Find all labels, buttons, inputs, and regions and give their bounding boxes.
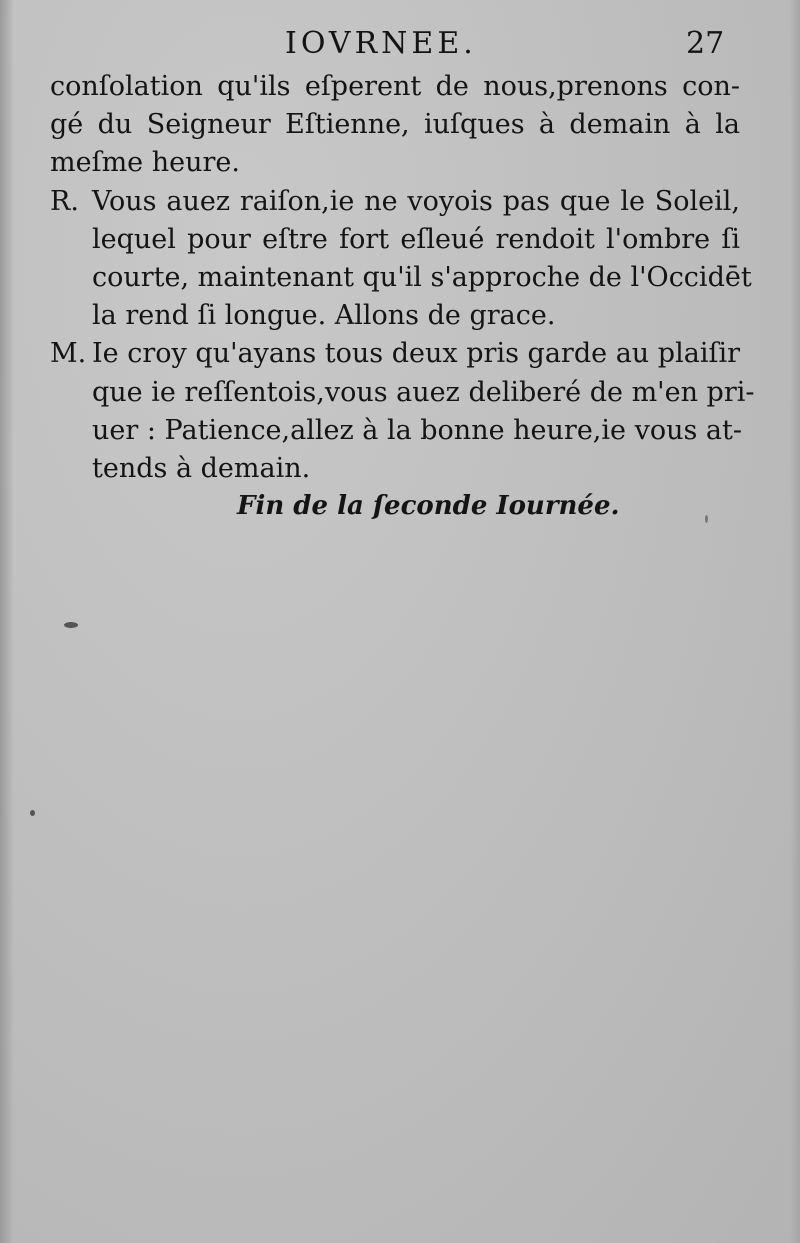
speaker-label: R. [50, 185, 79, 217]
dialogue-line-first [50, 183, 740, 221]
page-edge-shadow-left [0, 0, 14, 1243]
paper-speck [64, 622, 78, 628]
text-line: lequel pour eſtre fort eſleué rendoit l'ombre ſi [92, 223, 740, 255]
speaker-label: M. [50, 338, 87, 370]
page-edge-shadow-right [790, 0, 800, 1243]
running-title: IOVRNEE. [285, 26, 477, 61]
colophon: Fin de la ſeconde Iournée. [237, 491, 620, 521]
text-line: gé du Seigneur Eſtienne, iuſques à demain à la [50, 109, 740, 141]
paper-speck [705, 515, 708, 523]
text-line: uer : Patience,allez à la bonne heure,ie vous at- [92, 414, 742, 446]
text-line: courte, maintenant qu'il s'approche de l'Occidēt [92, 261, 752, 293]
text-line: que ie reſſentois,vous auez deliberé de m'en pri- [92, 376, 755, 408]
text-line: meſme heure. [50, 147, 240, 179]
text-line: la rend ſi longue. Allons de grace. [92, 300, 556, 332]
dialogue-line-first [50, 335, 740, 373]
text-line: Vous auez raiſon,ie ne voyois pas que le Soleil, [92, 185, 740, 217]
text-line: conſolation qu'ils eſperent de nous,prenons con- [50, 71, 740, 102]
text-line: Ie croy qu'ayans tous deux pris garde au plaiſir [92, 338, 740, 370]
paper-speck [30, 810, 35, 816]
page-number: 27 [686, 26, 725, 61]
text-line: tends à demain. [92, 452, 311, 484]
body-text [50, 68, 755, 488]
